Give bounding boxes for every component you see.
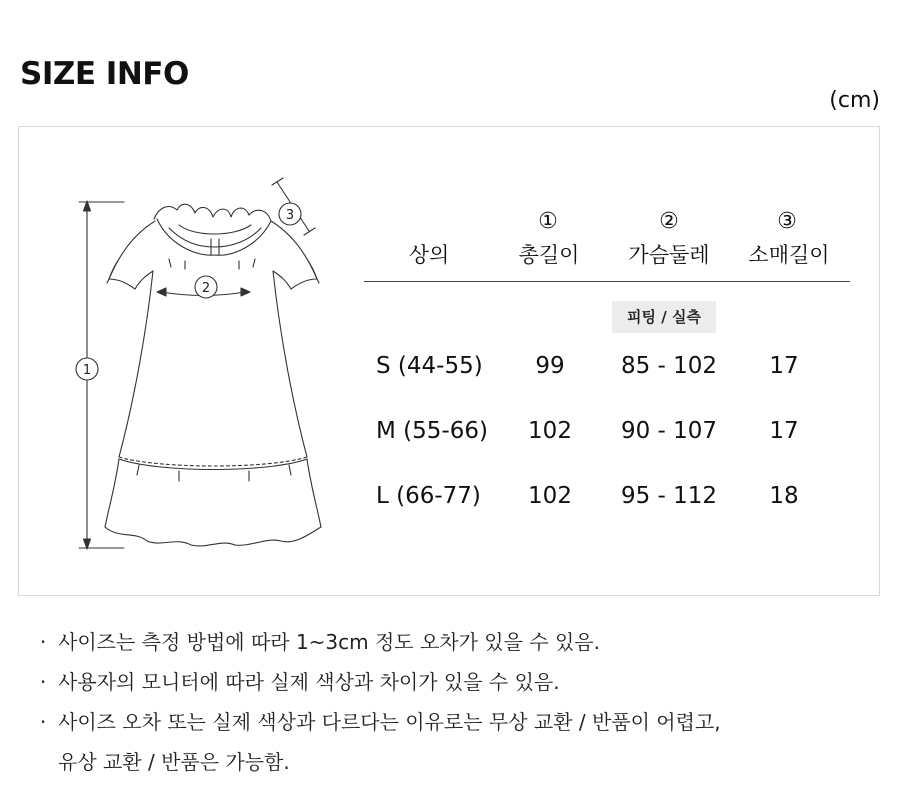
fitting-badge: 피팅 / 실측 (612, 301, 716, 333)
row-chest: 90 - 107 (620, 418, 718, 444)
row-length: 102 (528, 483, 572, 509)
unit-label: (cm) (829, 88, 880, 113)
col-sleeve-marker: ③ (777, 209, 797, 234)
row-sleeve: 17 (769, 353, 799, 379)
col-chest-header: 가슴둘레 (628, 243, 710, 267)
row-sleeve: 17 (769, 418, 799, 444)
svg-text:2: 2 (201, 281, 211, 296)
note-bullet: · (40, 710, 47, 734)
size-table (364, 127, 864, 597)
note-item (38, 702, 888, 742)
row-chest: 95 - 112 (620, 483, 718, 509)
row-length: 99 (535, 353, 565, 379)
col-chest-marker: ② (659, 209, 679, 234)
note-text: 사이즈 오차 또는 실제 색상과 다르다는 이유로는 무상 교환 / 반품이 어렵고, (58, 710, 721, 734)
length-marker (76, 358, 98, 380)
note-item (38, 622, 888, 662)
row-size: L (66-77) (376, 483, 481, 509)
note-text: 사이즈는 측정 방법에 따라 1~3cm 정도 오차가 있을 수 있음. (58, 630, 600, 654)
size-panel (18, 126, 880, 596)
page-title: SIZE INFO (20, 56, 189, 92)
col-length-header: 총길이 (518, 243, 580, 267)
sleeve-marker (279, 203, 301, 225)
note-bullet: · (40, 630, 47, 654)
row-chest: 85 - 102 (620, 353, 718, 379)
chest-marker (195, 276, 217, 298)
note-text: 사용자의 모니터에 따라 실제 색상과 차이가 있을 수 있음. (58, 670, 560, 694)
header-divider (364, 281, 850, 282)
row-length: 102 (528, 418, 572, 444)
svg-text:3: 3 (285, 208, 295, 223)
note-item (38, 742, 888, 782)
col-sleeve-header: 소매길이 (748, 243, 830, 267)
dress-diagram (19, 127, 364, 597)
row-sleeve: 18 (769, 483, 799, 509)
row-size: S (44-55) (376, 353, 483, 379)
col-top-header: 상의 (408, 243, 450, 267)
col-length-marker: ① (538, 209, 558, 234)
svg-text:1: 1 (82, 363, 92, 378)
note-text: 유상 교환 / 반품은 가능함. (58, 750, 290, 774)
note-bullet: · (40, 670, 47, 694)
notes-list (38, 622, 888, 782)
row-size: M (55-66) (376, 418, 488, 444)
note-item (38, 662, 888, 702)
